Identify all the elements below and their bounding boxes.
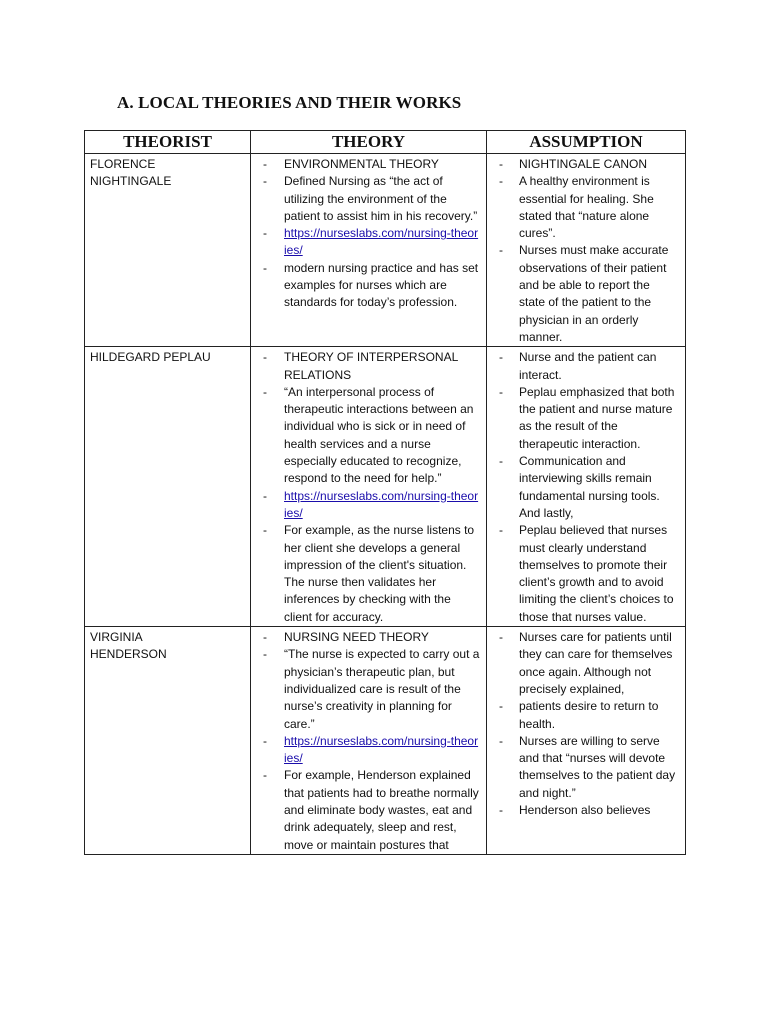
theory-list — [256, 156, 482, 312]
page-title: A. LOCAL THEORIES AND THEIR WORKS — [117, 93, 462, 112]
bullet-dash-icon: - — [499, 802, 503, 817]
assumption-list — [492, 156, 681, 346]
bullet-dash-icon: - — [499, 174, 503, 189]
theory-text: Defined Nursing as “the act of utilizing the environment of the patient to assist him in his recovery.” — [284, 174, 478, 223]
bullet-dash-icon: - — [499, 733, 503, 748]
bullet-dash-icon: - — [263, 733, 267, 748]
assumption-list-item — [492, 453, 681, 522]
assumption-text: Peplau believed that nurses must clearly understand themselves to promote their client’s growth and to avoid limiting the client’s choices to those that nurses value. — [519, 523, 674, 624]
theorist-cell — [85, 347, 251, 627]
nurseslabs-link[interactable]: https://nurseslabs.com/nursing-theories/ — [284, 226, 479, 258]
table-row — [85, 347, 686, 627]
theorist-name: FLORENCE NIGHTINGALE — [90, 157, 172, 189]
theorist-name: HILDEGARD PEPLAU — [90, 350, 211, 365]
theory-list — [256, 349, 482, 626]
theory-list-item — [256, 488, 482, 523]
theory-text: ENVIRONMENTAL THEORY — [284, 157, 439, 171]
theory-list-item — [256, 629, 482, 646]
theory-text: For example, as the nurse listens to her client she develops a general impression of the client's situation. The nurse then validates her inferences by checking with the client for accuracy. — [284, 523, 475, 624]
bullet-dash-icon: - — [263, 630, 267, 645]
theory-list-item — [256, 767, 482, 853]
bullet-dash-icon: - — [263, 226, 267, 241]
bullet-dash-icon: - — [263, 157, 267, 171]
assumption-list-item — [492, 384, 681, 453]
assumption-list — [492, 349, 681, 626]
assumption-text: NIGHTINGALE CANON — [519, 157, 648, 171]
theory-list-item — [256, 225, 482, 260]
theory-list-item — [256, 349, 482, 384]
theory-cell — [251, 347, 487, 627]
table-row — [85, 627, 686, 855]
bullet-dash-icon: - — [263, 260, 267, 275]
assumption-list-item — [492, 349, 681, 384]
header-theory: THEORY — [251, 131, 487, 154]
theorist-name: VIRGINIA HENDERSON — [90, 630, 167, 662]
theories-table — [84, 130, 686, 855]
assumption-list-item — [492, 522, 681, 626]
assumption-list-item — [492, 698, 681, 733]
theory-list-item — [256, 173, 482, 225]
theory-text: “The nurse is expected to carry out a physician’s therapeutic plan, but individualized care is result of the nurse’s creativity in planning for care.” — [284, 647, 480, 731]
assumption-list-item — [492, 156, 681, 173]
bullet-dash-icon: - — [263, 768, 267, 783]
assumption-text: Nurses care for patients until they can care for themselves once again. Although not precisely explained, — [519, 630, 673, 696]
assumption-list-item — [492, 733, 681, 802]
assumption-text: Nurses are willing to serve and that “nurses will devote themselves to the patient day and night.” — [519, 733, 676, 800]
bullet-dash-icon: - — [499, 630, 503, 645]
bullet-dash-icon: - — [263, 384, 267, 399]
assumption-cell — [487, 154, 686, 347]
theory-text: modern nursing practice and has set examples for nurses which are standards for today’s profession. — [284, 260, 479, 310]
assumption-list-item — [492, 802, 681, 819]
bullet-dash-icon: - — [499, 384, 503, 399]
theorist-cell — [85, 627, 251, 855]
theory-text: For example, Henderson explained that patients had to breathe normally and eliminate body wastes, eat and drink adequately, sleep and rest, move or maintain postures that — [284, 768, 479, 852]
bullet-dash-icon: - — [499, 350, 503, 365]
assumption-cell — [487, 347, 686, 627]
table-row — [85, 154, 686, 347]
table-body — [85, 154, 686, 855]
assumption-text: Nurses must make accurate observations of their patient and be able to report the state of the patient to the physician in an orderly manner. — [519, 243, 669, 344]
theory-list-item — [256, 733, 482, 768]
table-header-row — [85, 131, 686, 154]
assumption-text: Henderson also believes — [519, 802, 651, 817]
theory-text: NURSING NEED THEORY — [284, 630, 429, 645]
bullet-dash-icon: - — [499, 454, 503, 469]
theory-list — [256, 629, 482, 854]
theory-cell — [251, 154, 487, 347]
theory-list-item — [256, 260, 482, 312]
bullet-dash-icon: - — [263, 174, 267, 189]
bullet-dash-icon: - — [499, 243, 503, 258]
header-assumption: ASSUMPTION — [487, 131, 686, 154]
assumption-text: Communication and interviewing skills remain fundamental nursing tools. And lastly, — [519, 454, 660, 520]
assumption-list-item — [492, 629, 681, 698]
assumption-list — [492, 629, 681, 819]
theory-text: “An interpersonal process of therapeutic interactions between an individual who is sick or in need of health services and a nurse especially educated to recognize, respond to the need for help.” — [284, 384, 474, 486]
assumption-cell — [487, 627, 686, 855]
assumption-text: Nurse and the patient can interact. — [519, 350, 657, 382]
theorist-cell — [85, 154, 251, 347]
theory-text: THEORY OF INTERPERSONAL RELATIONS — [284, 350, 458, 382]
assumption-text: A healthy environment is essential for healing. She stated that “nature alone cures”. — [519, 174, 654, 241]
bullet-dash-icon: - — [263, 523, 267, 538]
assumption-list-item — [492, 173, 681, 242]
header-theorist: THEORIST — [85, 131, 251, 154]
theory-cell — [251, 627, 487, 855]
bullet-dash-icon: - — [263, 350, 267, 365]
bullet-dash-icon: - — [499, 699, 503, 714]
nurseslabs-link[interactable]: https://nurseslabs.com/nursing-theories/ — [284, 488, 479, 520]
theory-list-item — [256, 156, 482, 173]
bullet-dash-icon: - — [263, 488, 267, 503]
assumption-text: Peplau emphasized that both the patient and nurse mature as the result of the therapeutic interaction. — [519, 384, 675, 451]
theory-list-item — [256, 384, 482, 488]
assumption-text: patients desire to return to health. — [519, 699, 659, 731]
bullet-dash-icon: - — [499, 523, 503, 538]
bullet-dash-icon: - — [263, 647, 267, 662]
assumption-list-item — [492, 242, 681, 346]
theory-list-item — [256, 646, 482, 732]
bullet-dash-icon: - — [499, 157, 503, 171]
nurseslabs-link[interactable]: https://nurseslabs.com/nursing-theories/ — [284, 733, 479, 766]
theory-list-item — [256, 522, 482, 626]
